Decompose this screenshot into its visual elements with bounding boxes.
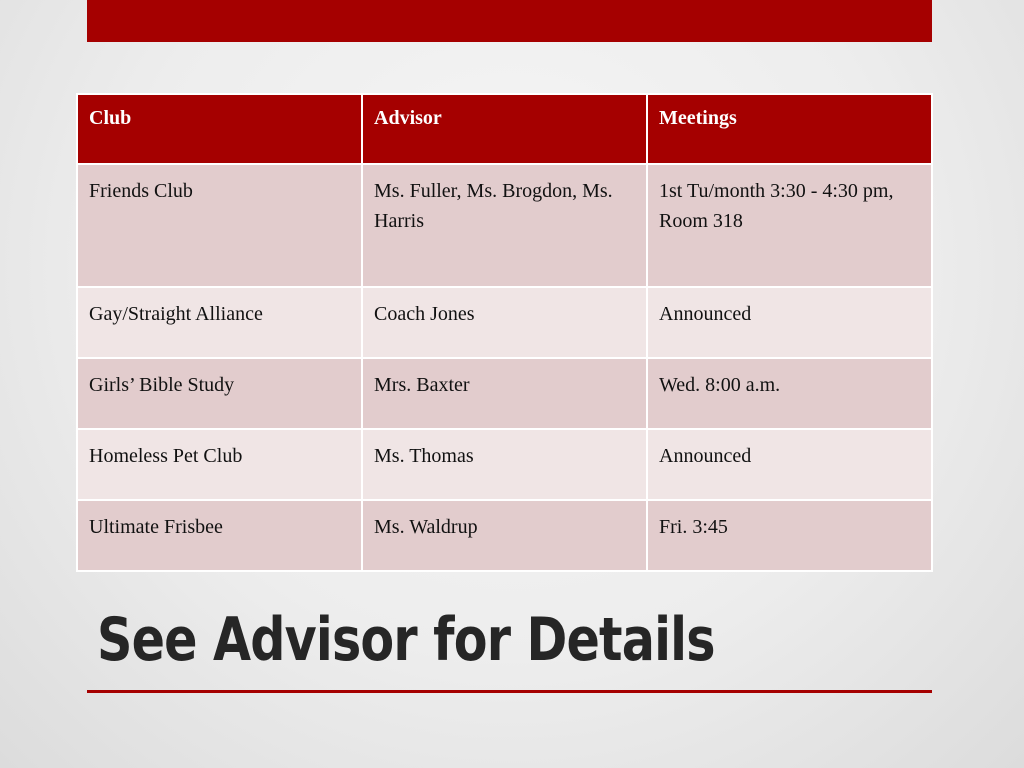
title-underline (87, 690, 932, 693)
club-cell: Gay/Straight Alliance (77, 287, 362, 358)
club-cell: Homeless Pet Club (77, 429, 362, 500)
clubs-table (76, 93, 933, 572)
advisor-cell: Ms. Waldrup (362, 500, 647, 571)
club-cell: Girls’ Bible Study (77, 358, 362, 429)
column-header-club: Club (77, 94, 362, 164)
advisor-cell: Ms. Fuller, Ms. Brogdon, Ms. Harris (362, 164, 647, 287)
meetings-cell: Announced (647, 287, 932, 358)
meetings-cell: 1st Tu/month 3:30 - 4:30 pm, Room 318 (647, 164, 932, 287)
meetings-cell: Fri. 3:45 (647, 500, 932, 571)
table-row (77, 287, 932, 358)
table-header-row (77, 94, 932, 164)
column-header-advisor: Advisor (362, 94, 647, 164)
club-cell: Friends Club (77, 164, 362, 287)
meetings-cell: Wed. 8:00 a.m. (647, 358, 932, 429)
advisor-cell: Mrs. Baxter (362, 358, 647, 429)
advisor-cell: Coach Jones (362, 287, 647, 358)
advisor-cell: Ms. Thomas (362, 429, 647, 500)
slide-title: See Advisor for Details (97, 605, 715, 675)
table-row (77, 500, 932, 571)
table-row (77, 358, 932, 429)
column-header-meetings: Meetings (647, 94, 932, 164)
club-cell: Ultimate Frisbee (77, 500, 362, 571)
table-row (77, 429, 932, 500)
meetings-cell: Announced (647, 429, 932, 500)
top-accent-bar (87, 0, 932, 42)
table-row (77, 164, 932, 287)
